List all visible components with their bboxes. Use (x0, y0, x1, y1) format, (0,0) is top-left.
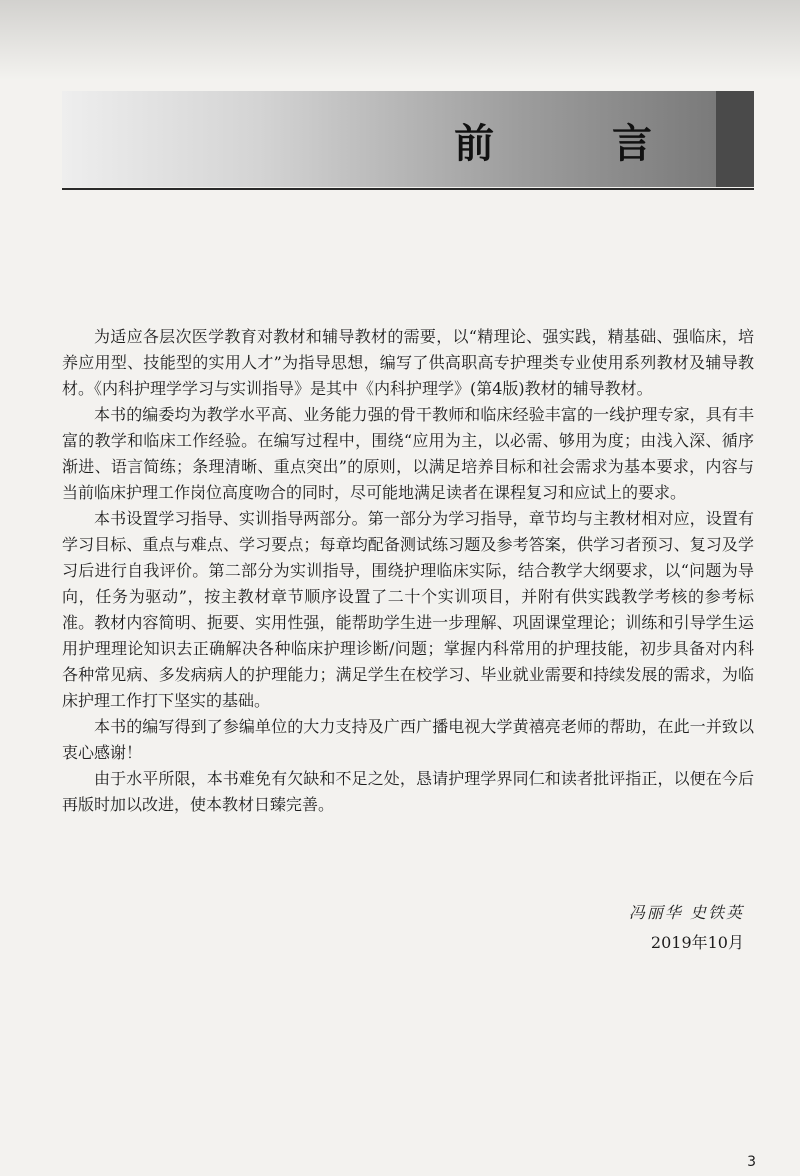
signature-block (629, 898, 744, 958)
preface-body (62, 324, 754, 818)
paragraph: 本书的编委均为教学水平高、业务能力强的骨干教师和临床经验丰富的一线护理专家，具有丰富的教学和临床工作经验。在编写过程中，围绕“应用为主，以必需、够用为度；由浅入深、循序渐进、语言简练；条理清晰、重点突出”的原则，以满足培养目标和社会需求为基本要求，内容与当前临床护理工作岗位高度吻合的同时，尽可能地满足读者在课程复习和应试上的要求。 (62, 405, 754, 502)
paragraph: 本书的编写得到了参编单位的大力支持及广西广播电视大学黄禧亮老师的帮助，在此一并致以衷心感谢！ (62, 717, 754, 762)
page-number: 3 (747, 1154, 756, 1170)
title-rule (62, 188, 754, 190)
paragraph: 本书设置学习指导、实训指导两部分。第一部分为学习指导，章节均与主教材相对应，设置有学习目标、重点与难点、学习要点；每章均配备测试练习题及参考答案，供学习者预习、复习及学习后进行自我评价。第二部分为实训指导，围绕护理临床实际，结合教学大纲要求，以“问题为导向，任务为驱动”，按主教材章节顺序设置了二十个实训项目，并附有供实践教学考核的参考标准。教材内容简明、扼要、实用性强，能帮助学生进一步理解、巩固课堂理论；训练和引导学生运用护理理论知识去正确解决各种临床护理诊断/问题；掌握内科常用的护理技能，初步具备对内科各种常见病、多发病病人的护理能力；满足学生在校学习、毕业就业需要和持续发展的需求，为临床护理工作打下坚实的基础。 (62, 509, 754, 710)
paragraph: 由于水平所限，本书难免有欠缺和不足之处，恳请护理学界同仁和读者批评指正，以便在今后再版时加以改进，使本教材日臻完善。 (62, 769, 754, 814)
page-top-bleed (0, 0, 800, 80)
paragraph: 为适应各层次医学教育对教材和辅导教材的需要，以“精理论、强实践，精基础、强临床，培养应用型、技能型的实用人才”为指导思想，编写了供高职高专护理类专业使用系列教材及辅导教材。《内科护理学学习与实训指导》是其中《内科护理学》(第4版)教材的辅导教材。 (62, 327, 754, 398)
signature-date: 2019年10月 (650, 933, 744, 952)
author-names: 冯丽华 史铁英 (628, 903, 744, 922)
title-banner-end-block (716, 91, 754, 187)
page-title: 前 言 (454, 121, 704, 167)
